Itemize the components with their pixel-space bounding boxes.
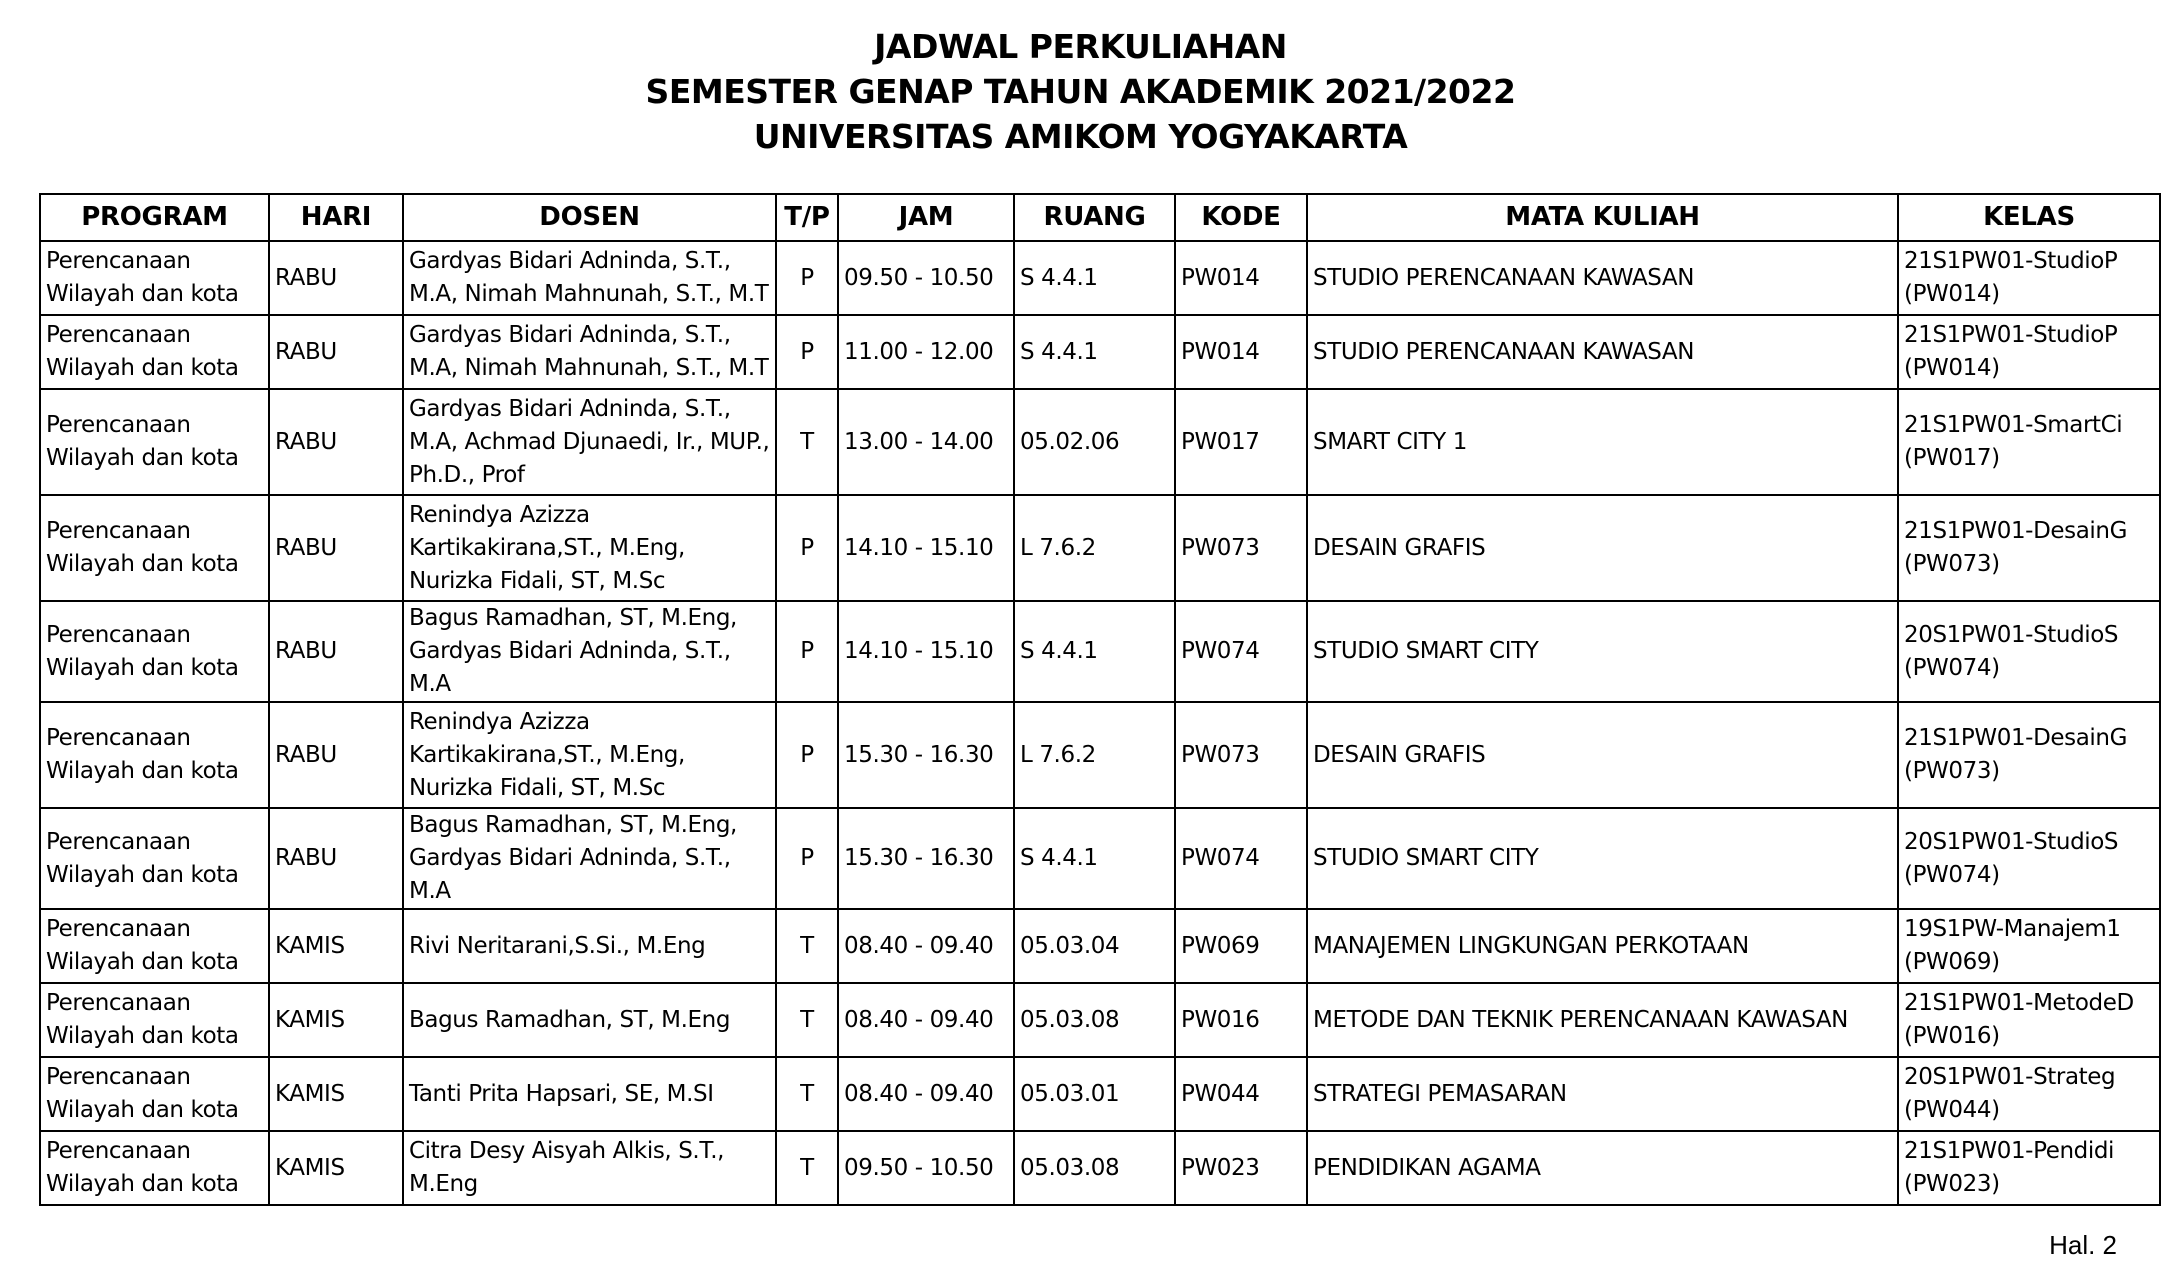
page-number: Hal. 2 <box>2049 1230 2117 1260</box>
cell-program: Perencanaan Wilayah dan kota <box>40 241 269 315</box>
table-row <box>40 601 2160 702</box>
document-header <box>0 24 2161 159</box>
column-header-tp: T/P <box>776 194 838 241</box>
cell-kelas: 21S1PW01-DesainG (PW073) <box>1898 495 2160 601</box>
cell-kelas: 20S1PW01-StudioS (PW074) <box>1898 808 2160 909</box>
title-schedule: JADWAL PERKULIAHAN <box>874 27 1287 66</box>
cell-kode: PW069 <box>1175 909 1307 983</box>
table-row <box>40 241 2160 315</box>
schedule-table <box>39 193 2161 1206</box>
cell-kelas: 21S1PW01-SmartCi (PW017) <box>1898 389 2160 495</box>
cell-ruang: L 7.6.2 <box>1014 495 1175 601</box>
cell-mata-kuliah: PENDIDIKAN AGAMA <box>1307 1131 1898 1205</box>
table-row <box>40 1131 2160 1205</box>
cell-program: Perencanaan Wilayah dan kota <box>40 389 269 495</box>
cell-jam: 14.10 - 15.10 <box>838 601 1014 702</box>
cell-tp: T <box>776 909 838 983</box>
cell-tp: P <box>776 808 838 909</box>
title-semester: SEMESTER GENAP TAHUN AKADEMIK 2021/2022 <box>645 72 1516 111</box>
cell-dosen: Tanti Prita Hapsari, SE, M.SI <box>403 1057 776 1131</box>
table-row <box>40 702 2160 808</box>
cell-ruang: 05.02.06 <box>1014 389 1175 495</box>
cell-hari: KAMIS <box>269 1057 403 1131</box>
column-header-kelas: KELAS <box>1898 194 2160 241</box>
cell-jam: 08.40 - 09.40 <box>838 1057 1014 1131</box>
cell-dosen: Rivi Neritarani,S.Si., M.Eng <box>403 909 776 983</box>
table-row <box>40 389 2160 495</box>
cell-kode: PW014 <box>1175 241 1307 315</box>
cell-hari: RABU <box>269 808 403 909</box>
cell-ruang: 05.03.01 <box>1014 1057 1175 1131</box>
table-header-row <box>40 194 2160 241</box>
cell-mata-kuliah: STRATEGI PEMASARAN <box>1307 1057 1898 1131</box>
table-row <box>40 983 2160 1057</box>
cell-mata-kuliah: DESAIN GRAFIS <box>1307 495 1898 601</box>
cell-kelas: 21S1PW01-StudioP (PW014) <box>1898 241 2160 315</box>
cell-dosen: Gardyas Bidari Adninda, S.T., M.A, Nimah Mahnunah, S.T., M.T <box>403 241 776 315</box>
cell-kode: PW074 <box>1175 601 1307 702</box>
cell-dosen: Gardyas Bidari Adninda, S.T., M.A, Nimah Mahnunah, S.T., M.T <box>403 315 776 389</box>
cell-kelas: 21S1PW01-DesainG (PW073) <box>1898 702 2160 808</box>
cell-mata-kuliah: METODE DAN TEKNIK PERENCANAAN KAWASAN <box>1307 983 1898 1057</box>
table-row <box>40 808 2160 909</box>
cell-tp: P <box>776 241 838 315</box>
cell-ruang: 05.03.08 <box>1014 1131 1175 1205</box>
cell-mata-kuliah: STUDIO SMART CITY <box>1307 808 1898 909</box>
cell-dosen: Renindya Azizza Kartikakirana,ST., M.Eng, Nurizka Fidali, ST, M.Sc <box>403 702 776 808</box>
cell-tp: P <box>776 702 838 808</box>
cell-program: Perencanaan Wilayah dan kota <box>40 808 269 909</box>
cell-ruang: S 4.4.1 <box>1014 601 1175 702</box>
cell-program: Perencanaan Wilayah dan kota <box>40 702 269 808</box>
table-row <box>40 495 2160 601</box>
cell-kode: PW017 <box>1175 389 1307 495</box>
cell-jam: 08.40 - 09.40 <box>838 909 1014 983</box>
cell-ruang: 05.03.08 <box>1014 983 1175 1057</box>
cell-jam: 08.40 - 09.40 <box>838 983 1014 1057</box>
cell-jam: 15.30 - 16.30 <box>838 702 1014 808</box>
cell-kelas: 21S1PW01-StudioP (PW014) <box>1898 315 2160 389</box>
cell-kode: PW016 <box>1175 983 1307 1057</box>
cell-program: Perencanaan Wilayah dan kota <box>40 1131 269 1205</box>
cell-kode: PW014 <box>1175 315 1307 389</box>
cell-ruang: 05.03.04 <box>1014 909 1175 983</box>
cell-jam: 14.10 - 15.10 <box>838 495 1014 601</box>
cell-tp: P <box>776 601 838 702</box>
cell-jam: 09.50 - 10.50 <box>838 1131 1014 1205</box>
cell-dosen: Renindya Azizza Kartikakirana,ST., M.Eng, Nurizka Fidali, ST, M.Sc <box>403 495 776 601</box>
cell-hari: KAMIS <box>269 1131 403 1205</box>
cell-program: Perencanaan Wilayah dan kota <box>40 495 269 601</box>
cell-program: Perencanaan Wilayah dan kota <box>40 601 269 702</box>
cell-ruang: S 4.4.1 <box>1014 241 1175 315</box>
cell-kelas: 21S1PW01-Pendidi (PW023) <box>1898 1131 2160 1205</box>
cell-tp: P <box>776 315 838 389</box>
cell-jam: 15.30 - 16.30 <box>838 808 1014 909</box>
cell-ruang: S 4.4.1 <box>1014 808 1175 909</box>
cell-jam: 13.00 - 14.00 <box>838 389 1014 495</box>
cell-tp: T <box>776 1131 838 1205</box>
cell-hari: RABU <box>269 389 403 495</box>
cell-hari: RABU <box>269 601 403 702</box>
cell-hari: KAMIS <box>269 909 403 983</box>
table-row <box>40 315 2160 389</box>
column-header-mata-kuliah: MATA KULIAH <box>1307 194 1898 241</box>
cell-program: Perencanaan Wilayah dan kota <box>40 983 269 1057</box>
cell-tp: T <box>776 1057 838 1131</box>
column-header-kode: KODE <box>1175 194 1307 241</box>
cell-tp: P <box>776 495 838 601</box>
table-row <box>40 909 2160 983</box>
cell-kelas: 19S1PW-Manajem1 (PW069) <box>1898 909 2160 983</box>
cell-jam: 11.00 - 12.00 <box>838 315 1014 389</box>
cell-hari: RABU <box>269 495 403 601</box>
cell-dosen: Bagus Ramadhan, ST, M.Eng, Gardyas Bidari Adninda, S.T., M.A <box>403 808 776 909</box>
cell-kelas: 20S1PW01-Strateg (PW044) <box>1898 1057 2160 1131</box>
cell-mata-kuliah: MANAJEMEN LINGKUNGAN PERKOTAAN <box>1307 909 1898 983</box>
cell-dosen: Gardyas Bidari Adninda, S.T., M.A, Achmad Djunaedi, Ir., MUP., Ph.D., Prof <box>403 389 776 495</box>
title-university: UNIVERSITAS AMIKOM YOGYAKARTA <box>753 117 1408 156</box>
cell-hari: RABU <box>269 241 403 315</box>
column-header-dosen: DOSEN <box>403 194 776 241</box>
cell-mata-kuliah: STUDIO PERENCANAAN KAWASAN <box>1307 315 1898 389</box>
cell-program: Perencanaan Wilayah dan kota <box>40 315 269 389</box>
cell-jam: 09.50 - 10.50 <box>838 241 1014 315</box>
cell-hari: RABU <box>269 315 403 389</box>
cell-dosen: Citra Desy Aisyah Alkis, S.T., M.Eng <box>403 1131 776 1205</box>
cell-kode: PW023 <box>1175 1131 1307 1205</box>
cell-tp: T <box>776 389 838 495</box>
cell-dosen: Bagus Ramadhan, ST, M.Eng, Gardyas Bidari Adninda, S.T., M.A <box>403 601 776 702</box>
cell-mata-kuliah: STUDIO PERENCANAAN KAWASAN <box>1307 241 1898 315</box>
cell-dosen: Bagus Ramadhan, ST, M.Eng <box>403 983 776 1057</box>
cell-kode: PW073 <box>1175 495 1307 601</box>
cell-hari: RABU <box>269 702 403 808</box>
cell-kode: PW073 <box>1175 702 1307 808</box>
cell-kode: PW074 <box>1175 808 1307 909</box>
column-header-program: PROGRAM <box>40 194 269 241</box>
cell-kelas: 21S1PW01-MetodeD (PW016) <box>1898 983 2160 1057</box>
cell-program: Perencanaan Wilayah dan kota <box>40 909 269 983</box>
table-row <box>40 1057 2160 1131</box>
cell-program: Perencanaan Wilayah dan kota <box>40 1057 269 1131</box>
cell-ruang: S 4.4.1 <box>1014 315 1175 389</box>
cell-hari: KAMIS <box>269 983 403 1057</box>
column-header-ruang: RUANG <box>1014 194 1175 241</box>
cell-kelas: 20S1PW01-StudioS (PW074) <box>1898 601 2160 702</box>
cell-mata-kuliah: STUDIO SMART CITY <box>1307 601 1898 702</box>
cell-tp: T <box>776 983 838 1057</box>
cell-ruang: L 7.6.2 <box>1014 702 1175 808</box>
cell-mata-kuliah: SMART CITY 1 <box>1307 389 1898 495</box>
column-header-jam: JAM <box>838 194 1014 241</box>
cell-mata-kuliah: DESAIN GRAFIS <box>1307 702 1898 808</box>
cell-kode: PW044 <box>1175 1057 1307 1131</box>
column-header-hari: HARI <box>269 194 403 241</box>
